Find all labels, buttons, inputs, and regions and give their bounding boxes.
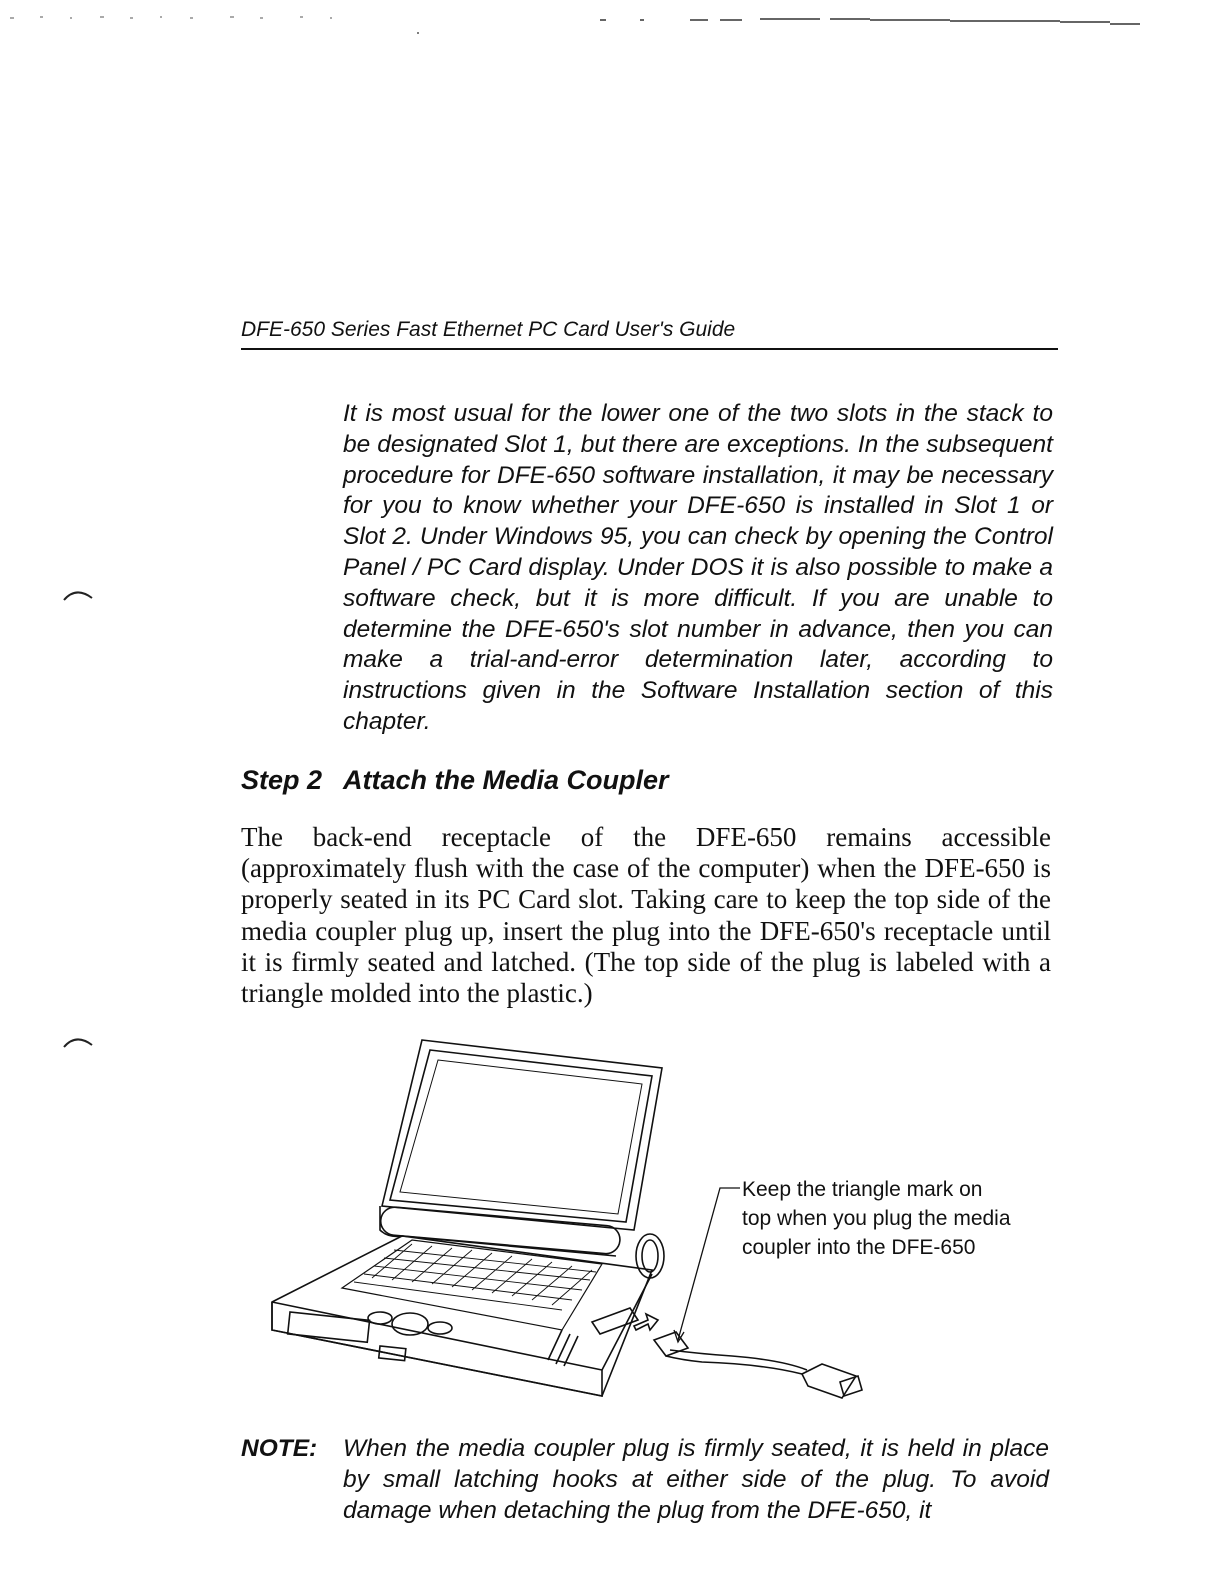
intro-paragraph: It is most usual for the lower one of the two slots in the stack to be designated Slot 1, but there are exceptions. In the subsequent procedure for DFE-650 software installation, it may be necessary for you to know whether your DFE-650 is installed in Slot 1 or Slot 2. Under Windows 95, you can check by opening the Control Panel / PC Card display. Under DOS it is also possible to make a software check, but it is more difficult. If you are unable to determine the DFE-650's slot number in advance, then you can make a trial-and-error determination later, according to instructions given in the Software Installation section of this chapter. xyxy=(343,400,1053,735)
step-title: Attach the Media Coupler xyxy=(343,765,669,795)
step-number: Step 2 xyxy=(241,765,323,795)
callout-line: coupler into the DFE-650 xyxy=(742,1236,976,1259)
figure-callout xyxy=(742,1175,1062,1262)
callout-line: Keep the triangle mark on xyxy=(742,1178,983,1201)
scan-artifact-line xyxy=(0,0,1229,40)
note-label: NOTE: xyxy=(241,1435,318,1462)
note-text: When the media coupler plug is firmly seated, it is held in place by small latching hooks at either side of the plug. To avoid damage when detaching the plug from the DFE-650, it xyxy=(343,1435,1049,1524)
binder-mark xyxy=(62,1033,96,1051)
running-header: DFE-650 Series Fast Ethernet PC Card User's Guide xyxy=(241,316,1058,350)
binder-mark xyxy=(62,586,96,604)
callout-line: top when you plug the media xyxy=(742,1207,1011,1230)
step-heading xyxy=(241,762,669,798)
body-paragraph: The back-end receptacle of the DFE-650 remains accessible (approximately flush with the case of the computer) when the DFE-650 is properly seated in its PC Card slot. Taking care to keep the top side of the media coupler plug up, insert the plug into the DFE-650's receptacle until it is firmly seated and latched. (The top side of the plug is labeled with a triangle molded into the plastic.) xyxy=(241,822,1051,1009)
